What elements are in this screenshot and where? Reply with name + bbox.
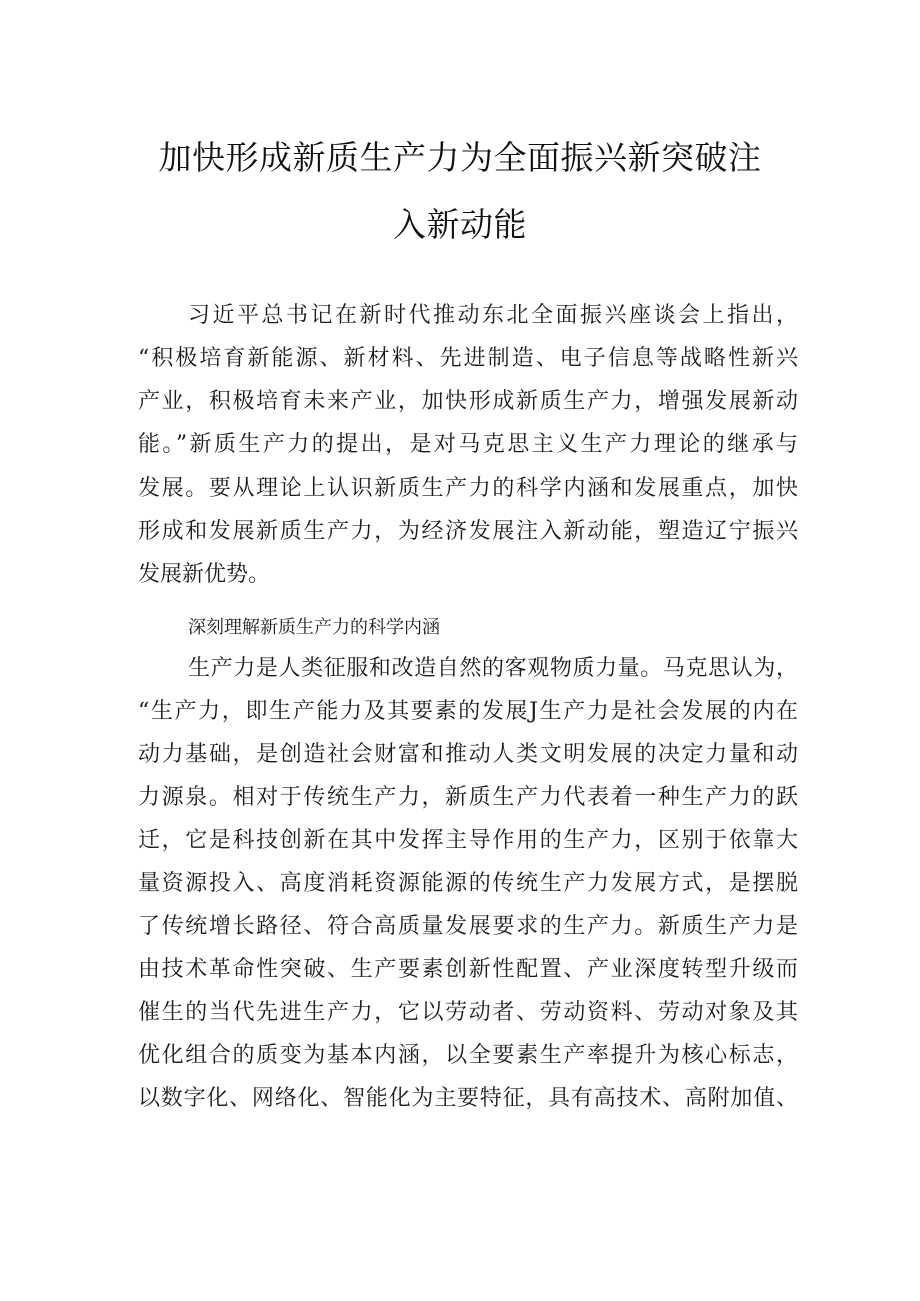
- paragraph-2-line: 催生的当代先进生产力，它以劳动者、劳动资料、劳动对象及其: [138, 1000, 798, 1025]
- paragraph-2-line: 迁，它是科技创新在其中发挥主导作用的生产力，区别于依靠大: [138, 828, 798, 853]
- paragraph-2-line: 力源泉。相对于传统生产力，新质生产力代表着一种生产力的跃: [138, 785, 798, 810]
- paragraph-2-line: 动力基础，是创造社会财富和推动人类文明发展的决定力量和动: [138, 742, 798, 767]
- paragraph-1-line: 形成和发展新质生产力，为经济发展注入新动能，塑造辽宁振兴: [138, 519, 798, 544]
- document-title-line-2: 入新动能: [393, 205, 527, 244]
- paragraph-2-line: 生产力是人类征服和改造自然的客观物质力量。马克思认为，: [188, 656, 798, 681]
- paragraph-1-line: “积极培育新能源、新材料、先进制造、电子信息等战略性新兴: [138, 346, 798, 371]
- paragraph-1-line: 产业，积极培育未来产业，加快形成新质生产力，增强发展新动: [138, 389, 798, 414]
- paragraph-1-line: 习近平总书记在新时代推动东北全面振兴座谈会上指出，: [188, 303, 798, 328]
- paragraph-2-line: 由技术革命性突破、生产要素创新性配置、产业深度转型升级而: [138, 957, 798, 982]
- paragraph-2-line: 以数字化、网络化、智能化为主要特征，具有高技术、高附加值、: [138, 1086, 798, 1111]
- paragraph-1-line: 能。”新质生产力的提出，是对马克思主义生产力理论的继承与: [138, 432, 798, 457]
- paragraph-2-line: 量资源投入、高度消耗资源能源的传统生产力发展方式，是摆脱: [138, 871, 798, 896]
- section-heading: 深刻理解新质生产力的科学内涵: [188, 617, 440, 638]
- paragraph-1-line: 发展。要从理论上认识新质生产力的科学内涵和发展重点，加快: [138, 476, 798, 501]
- paragraph-2-line: 优化组合的质变为基本内涵，以全要素生产率提升为核心标志，: [138, 1043, 798, 1068]
- paragraph-2-line: 了传统增长路径、符合高质量发展要求的生产力。新质生产力是: [138, 914, 798, 939]
- document-title-line-1: 加快形成新质生产力为全面振兴新突破注: [158, 138, 762, 177]
- paragraph-1-line: 发展新优势。: [138, 562, 271, 587]
- paragraph-2-line: “生产力，即生产能力及其要素的发展J生产力是社会发展的内在: [138, 699, 798, 724]
